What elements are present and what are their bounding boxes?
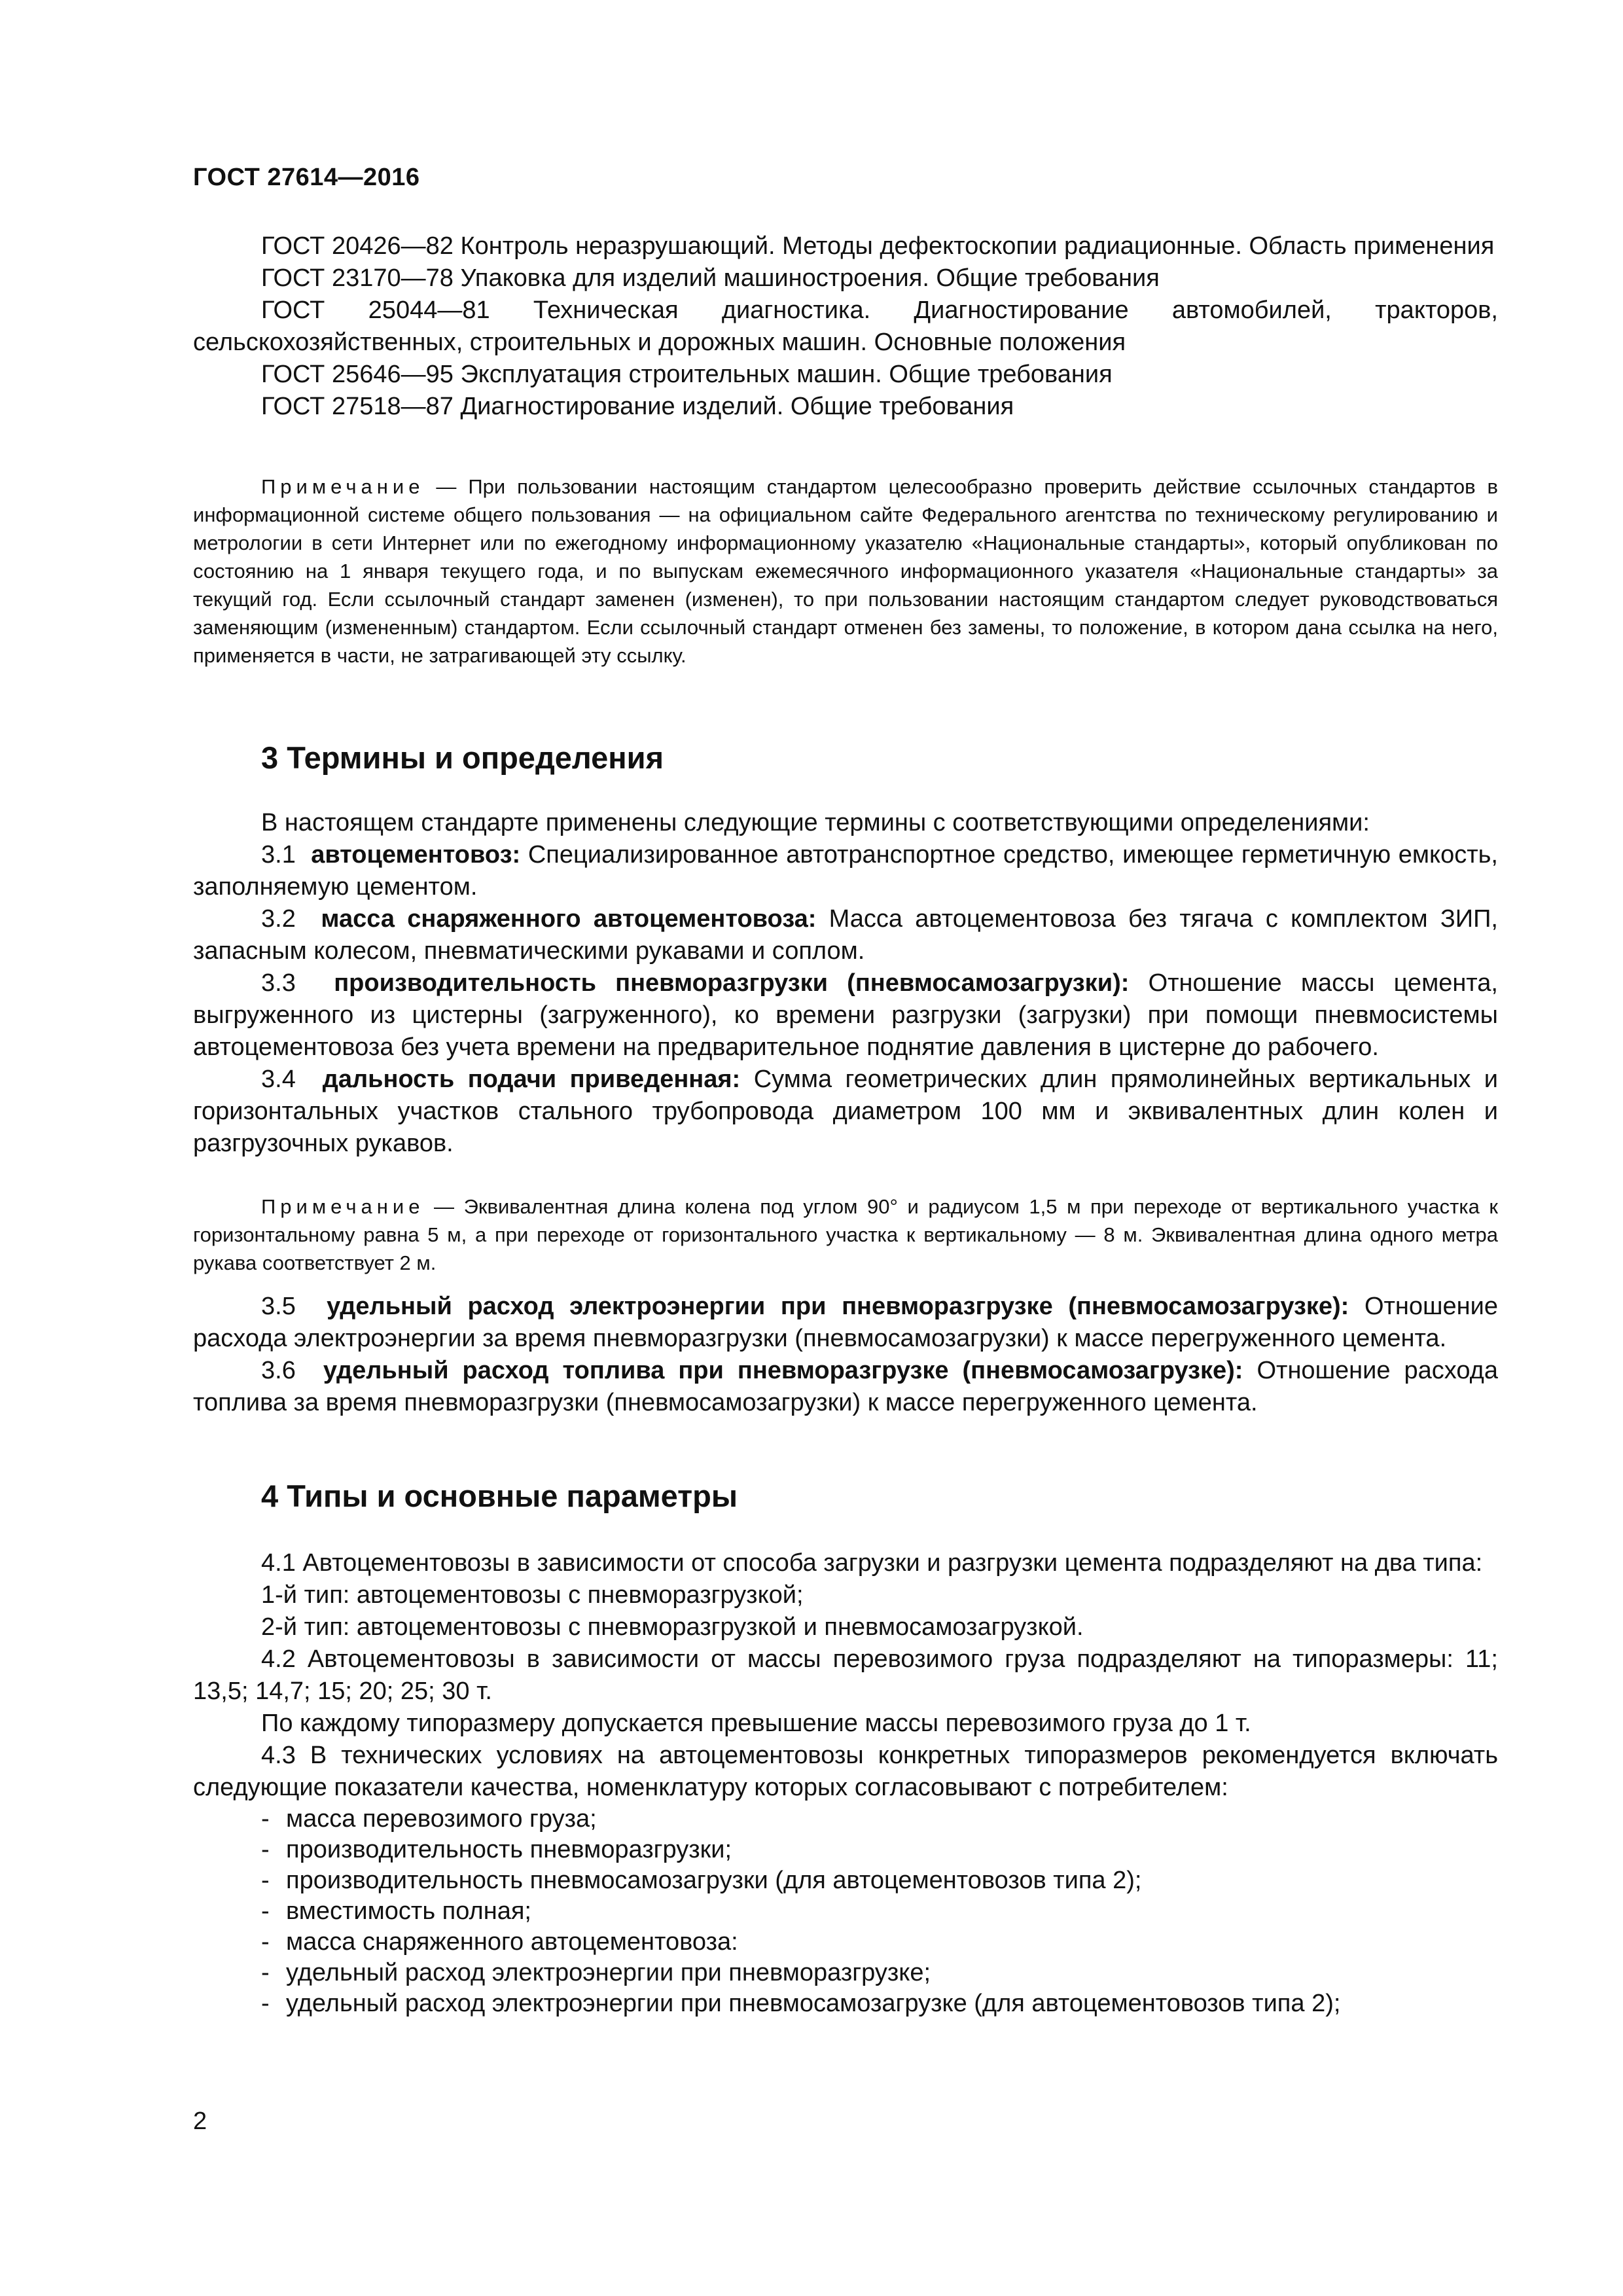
page-number: 2	[193, 2108, 207, 2135]
paragraph: 4.3 В технических условиях на автоцементовозы конкретных типоразмеров рекомендуется включать следующие показатели качества, номенклатуру которых согласовывают с потребителем:	[193, 1742, 1498, 1801]
term: автоцементовоз:	[311, 841, 521, 869]
section-heading: 4 Типы и основные параметры	[261, 1479, 738, 1513]
note-label: Примечание	[261, 1195, 425, 1218]
paragraph: 4.1 Автоцементовозы в зависимости от способа загрузки и разгрузки цемента подразделяют на два типа:	[261, 1549, 1483, 1577]
section-4-body	[193, 1547, 1498, 2019]
ref-item: ГОСТ 23170—78 Упаковка для изделий машиностроения. Общие требования	[261, 264, 1160, 292]
list-item: - удельный расход электроэнергии при пневмосамозагрузке (для автоцементовозов типа 2);	[261, 1990, 1341, 2017]
section-heading: 3 Термины и определения	[261, 740, 664, 775]
references-block	[193, 230, 1498, 423]
note-text: — При пользовании настоящим стандартом целесообразно проверить действие ссылочных стандартов в информационной системе общего пользования — на официальном сайте Федерального агентства по техническому регулированию и метрологии в сети Интернет или по ежегодному информационному указателю «Национальные стандарты», который опубликован по состоянию на 1 января текущего года, и по выпускам ежемесячного информационного указателя «Национальные стандарты» за текущий год. Если ссылочный стандарт заменен (изменен), то при пользовании настоящим стандартом следует руководствоваться заменяющим (измененным) стандартом. Если ссылочный стандарт отменен без замены, то положение, в котором дана ссылка на него, применяется в части, не затрагивающей эту ссылку.	[193, 475, 1498, 667]
term: дальность подачи приведенная:	[322, 1066, 741, 1093]
list-item: - производительность пневморазгрузки;	[261, 1836, 732, 1863]
term: удельный расход топлива при пневморазгрузке (пневмосамозагрузке):	[323, 1357, 1243, 1384]
term-definition: 3.4 дальность подачи приведенная: Сумма геометрических длин прямолинейных вертикальных и горизонтальных участков стального трубопровода диаметром 100 мм и эквивалентных длин колен и разгрузочных рукавов.	[193, 1066, 1499, 1157]
list-item: - масса перевозимого груза;	[261, 1805, 597, 1833]
ref-item: ГОСТ 20426—82 Контроль неразрушающий. Методы дефектоскопии радиационные. Область применения	[261, 232, 1495, 260]
term-definition: 3.1 автоцементовоз: Специализированное автотранспортное средство, имеющее герметичную емкость, заполняемую цементом.	[193, 841, 1498, 901]
note-paragraph	[193, 1193, 1498, 1277]
paragraph: 4.2 Автоцементовозы в зависимости от массы перевозимого груза подразделяют на типоразмеры: 11; 13,5; 14,7; 15; 20; 25; 30 т.	[193, 1645, 1498, 1705]
list-item: - производительность пневмосамозагрузки (для автоцементовозов типа 2);	[261, 1867, 1142, 1894]
bullet-list	[193, 1804, 1498, 2019]
list-item: - удельный расход электроэнергии при пневморазгрузке;	[261, 1959, 931, 1986]
ref-item: ГОСТ 25646—95 Эксплуатация строительных машин. Общие требования	[261, 361, 1113, 388]
term-definition: 3.5 удельный расход электроэнергии при пневморазгрузке (пневмосамозагрузке): Отношение расхода электроэнергии за время пневморазгрузки (пневмосамозагрузки) к массе перегруженного цемента.	[193, 1293, 1498, 1352]
section-3-body-cont	[193, 1291, 1498, 1419]
term: удельный расход электроэнергии при пневморазгрузке (пневмосамозагрузке):	[327, 1293, 1349, 1320]
section-3-body	[193, 807, 1498, 1160]
list-item: - масса снаряженного автоцементовоза:	[261, 1928, 738, 1956]
note-label: Примечание	[261, 475, 425, 498]
term-definition: 3.6 удельный расход топлива при пневморазгрузке (пневмосамозагрузке): Отношение расхода топлива за время пневморазгрузки (пневмосамозагрузки) к массе перегруженного цемента.	[193, 1357, 1498, 1416]
section-intro: В настоящем стандарте применены следующие термины с соответствующими определениями:	[261, 809, 1370, 836]
ref-item: ГОСТ 27518—87 Диагностирование изделий. Общие требования	[261, 393, 1014, 420]
ref-item: ГОСТ 25044—81 Техническая диагностика. Диагностирование автомобилей, тракторов, сельскохозяйственных, строительных и дорожных машин. Основные положения	[193, 296, 1498, 356]
note-block	[193, 1193, 1498, 1277]
type-item: 2-й тип: автоцементовозы с пневморазгрузкой и пневмосамозагрузкой.	[261, 1613, 1084, 1641]
section-3	[193, 740, 1498, 776]
section-4	[193, 1478, 1498, 1514]
term: производительность пневморазгрузки (пневмосамозагрузки):	[334, 969, 1130, 997]
paragraph: По каждому типоразмеру допускается превышение массы перевозимого груза до 1 т.	[261, 1710, 1251, 1737]
type-item: 1-й тип: автоцементовозы с пневморазгрузкой;	[261, 1581, 804, 1609]
note-block	[193, 473, 1498, 670]
doc-code-header: ГОСТ 27614—2016	[193, 164, 420, 191]
list-item: - вместимость полная;	[261, 1897, 531, 1925]
note-text: — Эквивалентная длина колена под углом 90° и радиусом 1,5 м при переходе от вертикального участка к горизонтальному равна 5 м, а при переходе от горизонтального участка к вертикальному — 8 м. Эквивалентная длина одного метра рукава соответствует 2 м.	[193, 1195, 1498, 1274]
note-paragraph	[193, 473, 1498, 670]
term: масса снаряженного автоцементовоза:	[321, 905, 817, 933]
term-definition: 3.3 производительность пневморазгрузки (пневмосамозагрузки): Отношение массы цемента, выгруженного из цистерны (загруженного), ко времени разгрузки (загрузки) при помощи пневмосистемы автоцементовоза без учета времени на предварительное поднятие давления в цистерне до рабочего.	[193, 969, 1498, 1061]
term-definition: 3.2 масса снаряженного автоцементовоза: Масса автоцементовоза без тягача с комплектом ЗИП, запасным колесом, пневматическими рукавами и соплом.	[193, 905, 1498, 965]
